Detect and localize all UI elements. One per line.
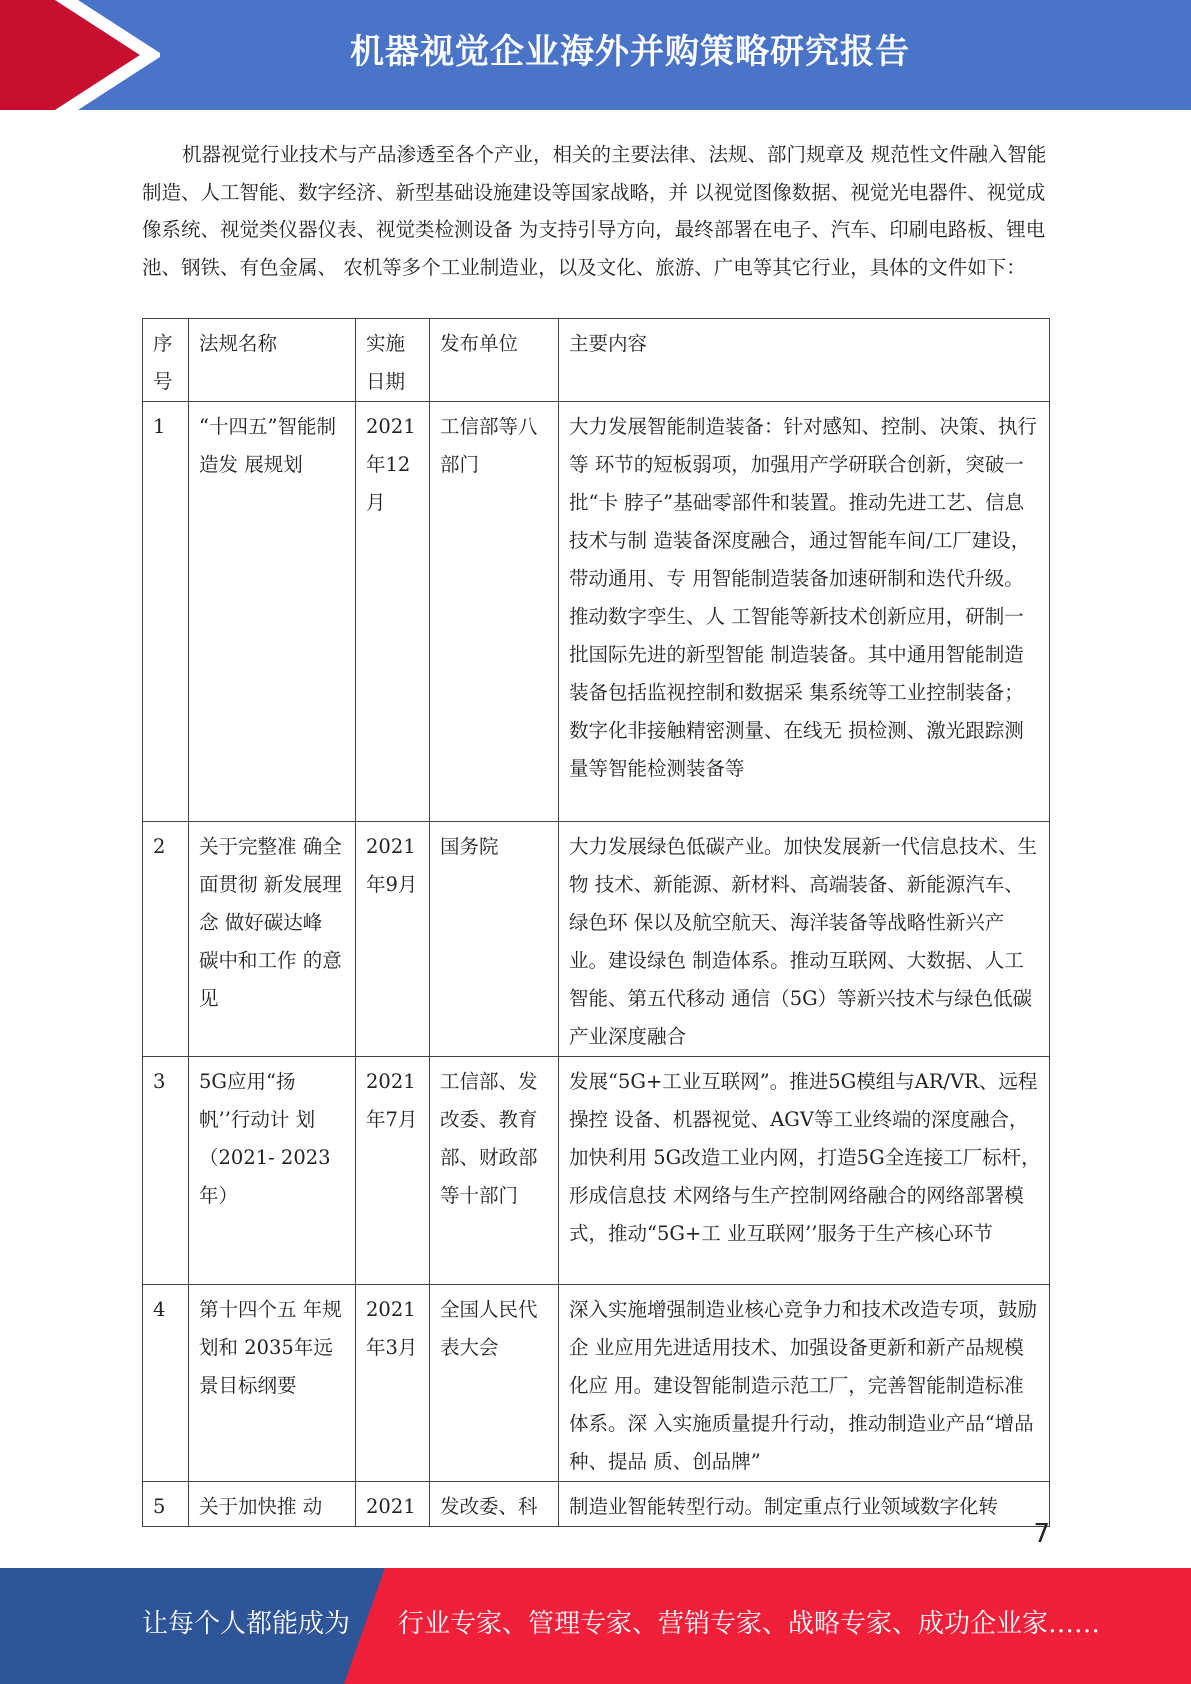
footer-slogan-right: 行业专家、管理专家、营销专家、战略专家、成功企业家…… — [398, 1609, 1101, 1639]
table-row — [143, 402, 1050, 822]
cell-seq: 4 — [143, 1285, 189, 1482]
cell-content: 大力发展绿色低碳产业。加快发展新一代信息技术、生物 技术、新能源、新材料、高端装备、新能源汽车、绿色环 保以及航空航天、海洋装备等战略性新兴产业。建设绿色 制造体系。推动互联网、大数据、人工智能、第五代移动 通信（5G）等新兴技术与绿色低碳产业深度融合 — [559, 822, 1050, 1057]
report-title: 机器视觉企业海外并购策略研究报告 — [350, 32, 910, 72]
table-header-row — [143, 319, 1050, 402]
cell-name: “十四五”智能制造发 展规划 — [189, 402, 356, 822]
cell-date: 2021年3月 — [356, 1285, 430, 1482]
cell-name: 第十四个五 年规划和 2035年远 景目标纲要 — [189, 1285, 356, 1482]
page-header — [0, 0, 1191, 110]
cell-issuer: 发改委、科 — [430, 1482, 559, 1527]
page-footer — [0, 1568, 1191, 1684]
intro-paragraph: 机器视觉行业技术与产品渗透至各个产业，相关的主要法律、法规、部门规章及 规范性文件融入智能制造、人工智能、数字经济、新型基础设施建设等国家战略，并 以视觉图像数据、视觉光电器件、视觉成像系统、视觉类仪器仪表、视觉类检测设备 为支持引导方向，最终部署在电子、汽车、印刷电路板、锂电池、钢铁、有色金属、 农机等多个工业制造业，以及文化、旅游、广电等其它行业，具体的文件如下： — [142, 143, 1047, 279]
cell-seq: 2 — [143, 822, 189, 1057]
cell-issuer: 工信部等八部门 — [430, 402, 559, 822]
table-row — [143, 1285, 1050, 1482]
table-row — [143, 1057, 1050, 1285]
cell-date: 2021年9月 — [356, 822, 430, 1057]
regulations-table — [142, 318, 1050, 1527]
table-row — [143, 822, 1050, 1057]
page-number: 7 — [1033, 1519, 1050, 1549]
cell-date: 2021年7月 — [356, 1057, 430, 1285]
header-seq: 序号 — [143, 319, 189, 402]
table-row — [143, 1482, 1050, 1527]
chevron-arrow-icon — [0, 0, 160, 110]
cell-content: 大力发展智能制造装备：针对感知、控制、决策、执行等 环节的短板弱项，加强用产学研联合创新，突破一批“卡 脖子”基础零部件和装置。推动先进工艺、信息技术与制 造装备深度融合，通过智能车间/工厂建设，带动通用、专 用智能制造装备加速研制和迭代升级。推动数字孪生、人 工智能等新技术创新应用，研制一批国际先进的新型智能 制造装备。其中通用智能制造装备包括监视控制和数据采 集系统等工业控制装备；数字化非接触精密测量、在线无 损检测、激光跟踪测量等智能检测装备等 — [559, 402, 1050, 822]
cell-seq: 5 — [143, 1482, 189, 1527]
cell-date: 2021年12月 — [356, 402, 430, 822]
cell-issuer: 国务院 — [430, 822, 559, 1057]
cell-issuer: 全国人民代表大会 — [430, 1285, 559, 1482]
cell-seq: 3 — [143, 1057, 189, 1285]
header-date: 实施日期 — [356, 319, 430, 402]
cell-name: 关于加快推 动 — [189, 1482, 356, 1527]
header-issuer: 发布单位 — [430, 319, 559, 402]
cell-issuer: 工信部、发改委、教育部、财政部等十部门 — [430, 1057, 559, 1285]
cell-content: 深入实施增强制造业核心竞争力和技术改造专项，鼓励企 业应用先进适用技术、加强设备更新和新产品规模化应 用。建设智能制造示范工厂，完善智能制造标准体系。深 入实施质量提升行动，推动制造业产品“增品种、提品 质、创品牌” — [559, 1285, 1050, 1482]
footer-slogan-left: 让每个人都能成为 — [142, 1609, 351, 1639]
header-name: 法规名称 — [189, 319, 356, 402]
cell-seq: 1 — [143, 402, 189, 822]
header-content: 主要内容 — [559, 319, 1050, 402]
cell-date: 2021 — [356, 1482, 430, 1527]
cell-content: 发展“5G+工业互联网”。推进5G模组与AR/VR、远程操控 设备、机器视觉、AGV等工业终端的深度融合，加快利用 5G改造工业内网，打造5G全连接工厂标杆，形成信息技 术网络与生产控制网络融合的网络部署模式，推动“5G+工 业互联网’’服务于生产核心环节 — [559, 1057, 1050, 1285]
cell-name: 关于完整准 确全面贯彻 新发展理念 做好碳达峰 碳中和工作 的意见 — [189, 822, 356, 1057]
cell-content: 制造业智能转型行动。制定重点行业领域数字化转 — [559, 1482, 1050, 1527]
cell-name: 5G应用“扬 帆’’行动计 划（2021- 2023年） — [189, 1057, 356, 1285]
